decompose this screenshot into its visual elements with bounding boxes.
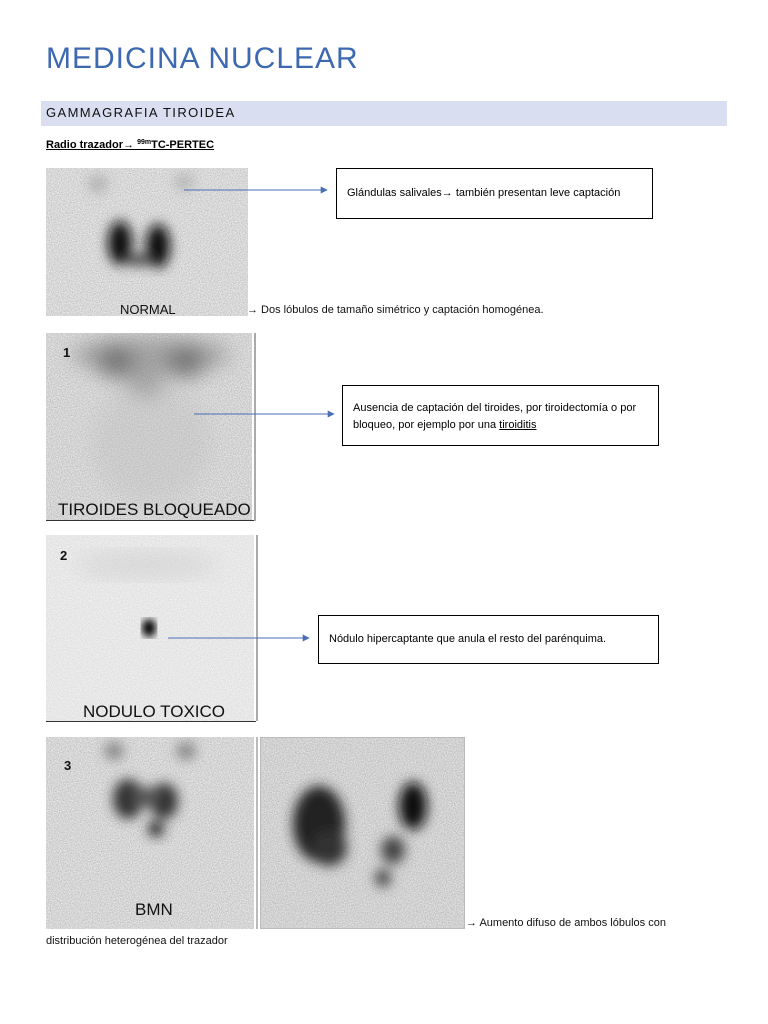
arrow-icon: → [123,139,135,151]
blocked-underline [46,520,254,521]
tiroiditis-link[interactable]: tiroiditis [499,419,537,431]
tracer-isotope: 99m [137,139,152,146]
bmn-number: 3 [64,758,72,773]
tracer-line [46,139,214,151]
bmn-label: BMN [135,900,173,919]
toxic-nodule-scan-image [46,535,258,721]
bmn-note-line1: → Aumento difuso de ambos lóbulos con [466,917,666,929]
normal-arrow [182,184,332,196]
blocked-scan-image [46,333,256,521]
blocked-callout-text: Ausencia de captación del tiroides, por tiroidectomía o por bloqueo, por ejemplo por una [353,402,637,431]
bmn-note-line2: distribución heterogénea del trazador [46,935,228,947]
tracer-name: TC-PERTEC [151,139,215,151]
normal-note: → Dos lóbulos de tamaño simétrico y captación homogénea. [247,304,544,316]
section-header [41,101,727,126]
toxic-nodule-callout: Nódulo hipercaptante que anula el resto del parénquima. [318,615,659,664]
bmn-scan-zoom-image [260,737,465,929]
blocked-arrow [192,408,338,420]
toxic-nodule-underline [46,721,256,722]
blocked-label: TIROIDES BLOQUEADO [58,500,251,519]
tracer-prefix: Radio trazador [46,139,124,151]
toxic-nodule-arrow [166,632,314,644]
blocked-callout [342,385,659,446]
toxic-nodule-label: NODULO TOXICO [83,702,226,721]
page-title: MEDICINA NUCLEAR [46,42,359,75]
toxic-nodule-number: 2 [60,548,68,563]
blocked-number: 1 [63,345,71,360]
normal-label: NORMAL [120,302,176,317]
section-title: GAMMAGRAFIA TIROIDEA [46,105,236,120]
normal-callout: Glándulas salivales→ también presentan leve captación [336,168,653,219]
